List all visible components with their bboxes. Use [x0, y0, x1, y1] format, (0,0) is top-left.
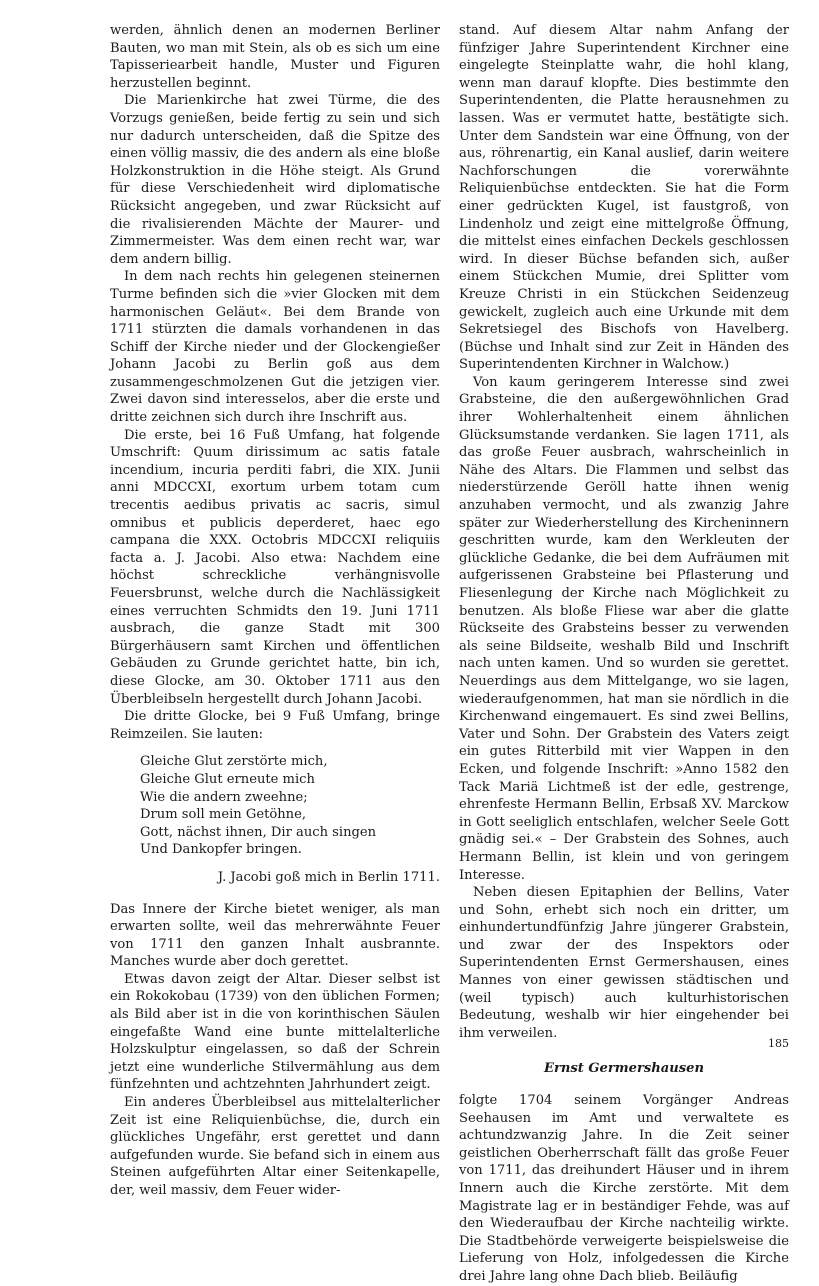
poem-line: Und Dankopfer bringen. — [140, 842, 302, 858]
paragraph: folgte 1704 seinem Vorgänger Andreas Seehausen im Amt und verwaltete es achtundzwanzig Jahre. In die Zeit seiner geistlichen Oberherrschaft fällt das große Feuer von 1711, das dreihundert Häuser und in ihrem Innern auch die Kirche zerstörte. Mit dem Magistrate lag er in beständiger Fehde, was auf den Wiederaufbau der Kirche nachteilig wirkte. Die Stadtbehörde verweigerte beispielsweise die Lieferung von Holz, infolgedessen die Kirche drei Jahre lang ohne Dach blieb. Beiläufig — [459, 1093, 789, 1284]
paragraph: In dem nach rechts hin gelegenen steinernen Turme befinden sich die »vier Glocken mit dem harmonischen Geläut«. Bei dem Brande von 1711 stürzten die damals vorhandenen in das Schiff der Kirche nieder und der Glockengießer Johann Jacobi zu Berlin goß aus dem zusammengeschmolzenen Gut die jetzigen vier. Zwei davon sind interesselos, aber die erste und dritte zeichnen sich durch ihre Inschrift aus. — [110, 269, 440, 426]
right-column — [459, 22, 789, 1286]
paragraph: Neben diesen Epitaphien der Bellins, Vater und Sohn, erhebt sich noch ein dritter, um einhundertundfünfzig Jahre jüngerer Grabstein, und zwar der des Inspektors oder Superintendenten Ernst Germershausen, eines Mannes von einer gewissen städtischen und (weil typisch) auch kulturhistorischen Bedeutung, weshalb wir hier eingehender bei ihm verweilen. — [459, 885, 789, 1041]
paragraph: werden, ähnlich denen an modernen Berliner Bauten, wo man mit Stein, als ob es sich um eine Tapisseriearbeit handle, Muster und Figuren herzustellen beginnt. — [110, 23, 440, 91]
paragraph: Von kaum geringerem Interesse sind zwei Grabsteine, die den außergewöhnlichen Grad ihrer Wohlerhaltenheit einem ähnlichen Glücksumstande verdanken. Sie lagen 1711, als das große Feuer ausbrach, wahrscheinlich in Nähe des Altars. Die Flammen und selbst das niederstürzende Geröll hatte ihnen wenig anzuhaben vermocht, und als zwanzig Jahre später zur Wiederherstellung des Kircheninnern geschritten wurde, kam den Werkleuten der glückliche Gedanke, die bei dem Aufräumen mit aufgerissenen Grabsteine bei Pflasterung und Fliesenlegung der Kirche nach Möglichkeit zu benutzen. Als bloße Fliese war aber die glatte Rückseite des Grabsteins besser zu verwenden als seine Bildseite, weshalb Bild und Inschrift nach unten kamen. Und so wurden sie gerettet. Neuerdings aus dem Mittelgange, wo sie lagen, wiederaufgenommen, hat man sie nördlich in die Kirchenwand eingemauert. Es sind zwei Bellins, Vater und Sohn. Der Grabstein des Vaters zeigt ein gutes Ritterbild mit vier Wappen in den Ecken, und folgende Inschrift: »Anno 1582 den Tack Mariä Lichtmeß ist der edle, gestrenge, ehrenfeste Hermann Bellin, Erbsaß XV. Marckow in Gott seeliglich entschlafen, welcher Seele Gott gnädig sei.« – Der Grabstein des Sohnes, auch Hermann Bellin, ist klein und von geringem Interesse. — [459, 374, 789, 883]
paragraph: Etwas davon zeigt der Altar. Dieser selbst ist ein Rokokobau (1739) von den üblichen Formen; als Bild aber ist in die von korinthischen Säulen eingefaßte Wand eine bunte mittelalterliche Holzskulptur eingelassen, so daß der Schrein jetzt eine wunderliche Stilvermählung aus dem fünfzehnten und achtzehnten Jahrhundert zeigt. — [110, 971, 440, 1093]
poem-line: Gleiche Glut zerstörte mich, — [140, 754, 328, 770]
left-column — [110, 22, 440, 1200]
paragraph: Die erste, bei 16 Fuß Umfang, hat folgende Umschrift: Quum dirissimum ac satis fatale incendium, incuria perditi fabri, die XIX. Junii anni MDCCXI, exortum urbem totam cum trecentis aedibus privatis ac sacris, simul omnibus et publicis deperderet, haec ego campana die XXX. Octobris MDCCXI reliquiis facta a. J. Jacobi. Also etwa: Nachdem eine höchst schreckliche verhängnisvolle Feuersbrunst, welche durch die Nachlässigkeit eines verruchten Schmidts den 19. Juni 1711 ausbrach, die ganze Stadt mit 300 Bürgerhäusern samt Kirchen und öffentlichen Gebäuden zu Grunde gerichtet hatte, bin ich, diese Glocke, am 30. Oktober 1711 aus den Überbleibseln hergestellt durch Johann Jacobi. — [110, 427, 440, 707]
bell-signature: J. Jacobi goß mich in Berlin 1711. — [217, 869, 440, 885]
paragraph: stand. Auf diesem Altar nahm Anfang der fünfziger Jahre Superintendent Kirchner eine eingelegte Steinplatte wahr, die hohl klang, wenn man darauf klopfte. Dies bestimmte den Superintendenten, die Platte herausnehmen zu lassen. Was er vermutet hatte, bestätigte sich. Unter dem Sandstein war eine Öffnung, von der aus, röhrenartig, ein Kanal auslief, darin weitere Nachforschungen die vorerwähnte Reliquienbüchse entdeckten. Sie hat die Form einer gedrückten Kugel, ist faustgroß, von Lindenholz und zeigt eine mittelgroße Öffnung, die mittelst eines einfachen Deckels geschlossen wird. In dieser Büchse befanden sich, außer einem Stückchen Mumie, drei Splitter vom Kreuze Christi in ein Stückchen Seidenzeug gewickelt, zugleich auch eine Urkunde mit dem Sekretsiegel des Bischofs von Havelberg. (Büchse und Inhalt sind zur Zeit in Händen des Superintendenten Kirchner in Walchow.) — [459, 23, 789, 373]
poem-line: Wie die andern zweehne; — [140, 789, 308, 805]
paragraph: Die dritte Glocke, bei 9 Fuß Umfang, bringe Reimzeilen. Sie lauten: — [110, 709, 440, 742]
paragraph: Die Marienkirche hat zwei Türme, die des Vorzugs genießen, beide fertig zu sein und sich nur dadurch unterscheiden, daß die Spitze des einen völlig massiv, die des andern als eine bloße Holzkonstruktion in die Höhe steigt. Als Grund für diese Verschiedenheit wird diplomatische Rücksicht angegeben, und zwar Rücksicht auf die rivalisierenden Mächte der Maurer- und Zimmermeister. Was dem einen recht war, war dem andern billig. — [110, 93, 440, 267]
paragraph: Das Innere der Kirche bietet weniger, als man erwarten sollte, weil das mehrerwähnte Feuer von 1711 den ganzen Inhalt ausbrannte. Manches wurde aber doch gerettet. — [110, 901, 440, 970]
paragraph: Ein anderes Überbleibsel aus mittelalterlicher Zeit ist eine Reliquienbüchse, die, durch ein glückliches Ungefähr, erst gerettet und dann aufgefunden wurde. Sie befand sich in einem aus Steinen aufgeführten Altar einer Seitenkapelle, der, weil massiv, dem Feuer wider- — [110, 1095, 440, 1198]
poem-line: Gleiche Glut erneute mich — [140, 771, 315, 787]
page-number: 185 — [768, 1037, 789, 1050]
poem-line: Gott, nächst ihnen, Dir auch singen — [140, 824, 377, 840]
bell-poem — [140, 753, 440, 859]
section-heading: Ernst Germershausen — [544, 1061, 704, 1077]
poem-line: Drum soll mein Getöhne, — [140, 807, 306, 823]
